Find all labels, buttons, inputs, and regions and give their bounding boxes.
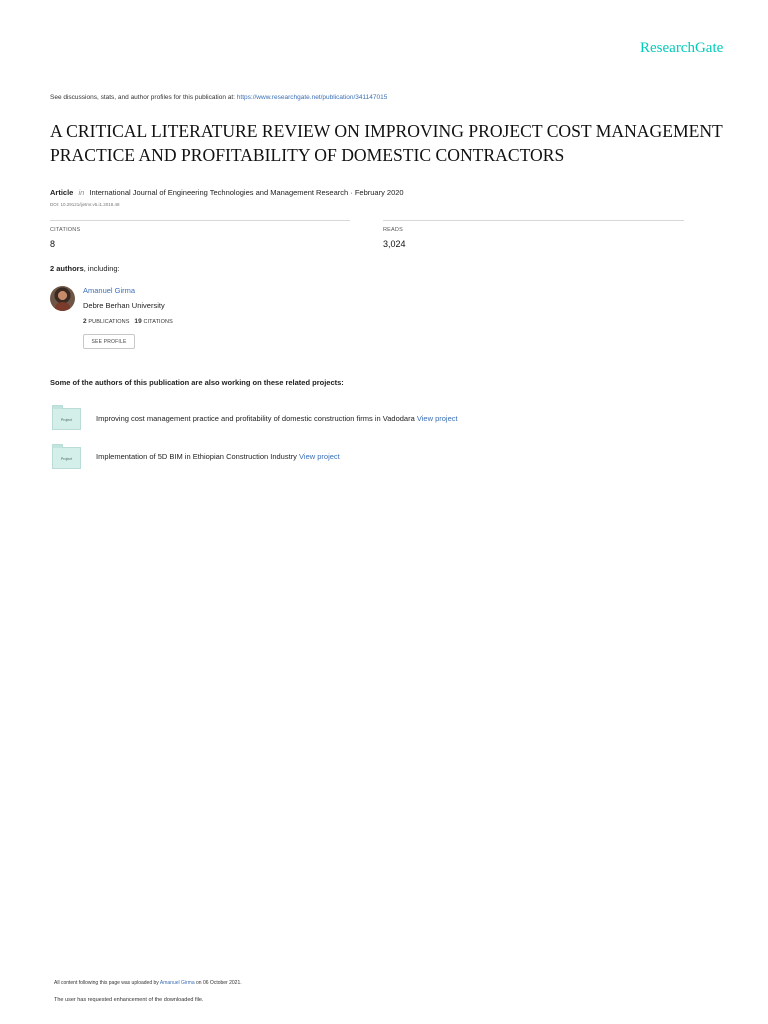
project-icon-label: Project bbox=[60, 457, 73, 461]
publication-title: A CRITICAL LITERATURE REVIEW ON IMPROVING PROJECT COST MANAGEMENT PRACTICE AND PROFITABILITY OF DOMESTIC CONTRACTORS bbox=[50, 121, 723, 165]
authors-heading bbox=[50, 264, 120, 273]
article-type: Article bbox=[50, 188, 74, 197]
author-stats bbox=[83, 318, 173, 325]
author-publications-count: 2 bbox=[83, 318, 87, 325]
citations-value: 8 bbox=[50, 239, 56, 249]
authors-count: 2 authors bbox=[50, 264, 84, 273]
uploader-link[interactable]: Amanuel Girma bbox=[159, 980, 195, 986]
view-project-link[interactable]: View project bbox=[416, 414, 458, 423]
related-project-title: Implementation of 5D BIM in Ethiopian Construction Industry bbox=[96, 452, 300, 461]
in-word: in bbox=[78, 188, 85, 197]
citations-divider bbox=[50, 220, 350, 221]
project-icon-label: Project bbox=[60, 418, 73, 422]
reads-divider bbox=[383, 220, 684, 221]
author-citations-label: CITATIONS bbox=[143, 319, 173, 325]
related-project-item bbox=[96, 414, 458, 423]
related-projects-heading: Some of the authors of this publication are also working on these related projects: bbox=[50, 378, 344, 387]
author-affiliation: Debre Berhan University bbox=[83, 301, 165, 310]
project-folder-icon[interactable] bbox=[52, 447, 81, 469]
enhancement-note: The user has requested enhancement of the downloaded file. bbox=[54, 997, 204, 1003]
upload-suffix: on 06 October 2021. bbox=[194, 980, 242, 986]
author-avatar[interactable] bbox=[50, 286, 75, 311]
researchgate-logo[interactable]: ResearchGate bbox=[640, 40, 724, 56]
see-profile-button[interactable]: SEE PROFILE bbox=[83, 334, 135, 349]
citations-label: CITATIONS bbox=[50, 227, 81, 233]
upload-note bbox=[54, 980, 242, 986]
view-project-link[interactable]: View project bbox=[299, 452, 340, 461]
author-publications-label: PUBLICATIONS bbox=[88, 319, 130, 325]
related-project-item bbox=[96, 452, 340, 461]
reads-value: 3,024 bbox=[383, 239, 406, 249]
article-meta bbox=[50, 188, 404, 197]
author-name-link[interactable]: Amanuel Girma bbox=[83, 286, 136, 295]
doi: DOI: 10.29121/ijetmr.v5.i1.2018.48 bbox=[50, 202, 120, 207]
project-folder-icon[interactable] bbox=[52, 408, 81, 430]
upload-prefix: All content following this page was uploaded by bbox=[54, 980, 160, 986]
authors-including: , including: bbox=[83, 264, 120, 273]
author-citations-count: 19 bbox=[134, 318, 142, 325]
journal-line: International Journal of Engineering Technologies and Management Research · February 2020 bbox=[89, 188, 404, 197]
related-project-title: Improving cost management practice and profitability of domestic construction firms in Vadodara bbox=[96, 414, 417, 423]
discussion-note bbox=[50, 94, 387, 101]
publication-url-link[interactable]: https://www.researchgate.net/publication/341147015 bbox=[236, 94, 388, 101]
reads-label: READS bbox=[383, 227, 403, 233]
discussion-text: See discussions, stats, and author profiles for this publication at: bbox=[50, 94, 237, 101]
